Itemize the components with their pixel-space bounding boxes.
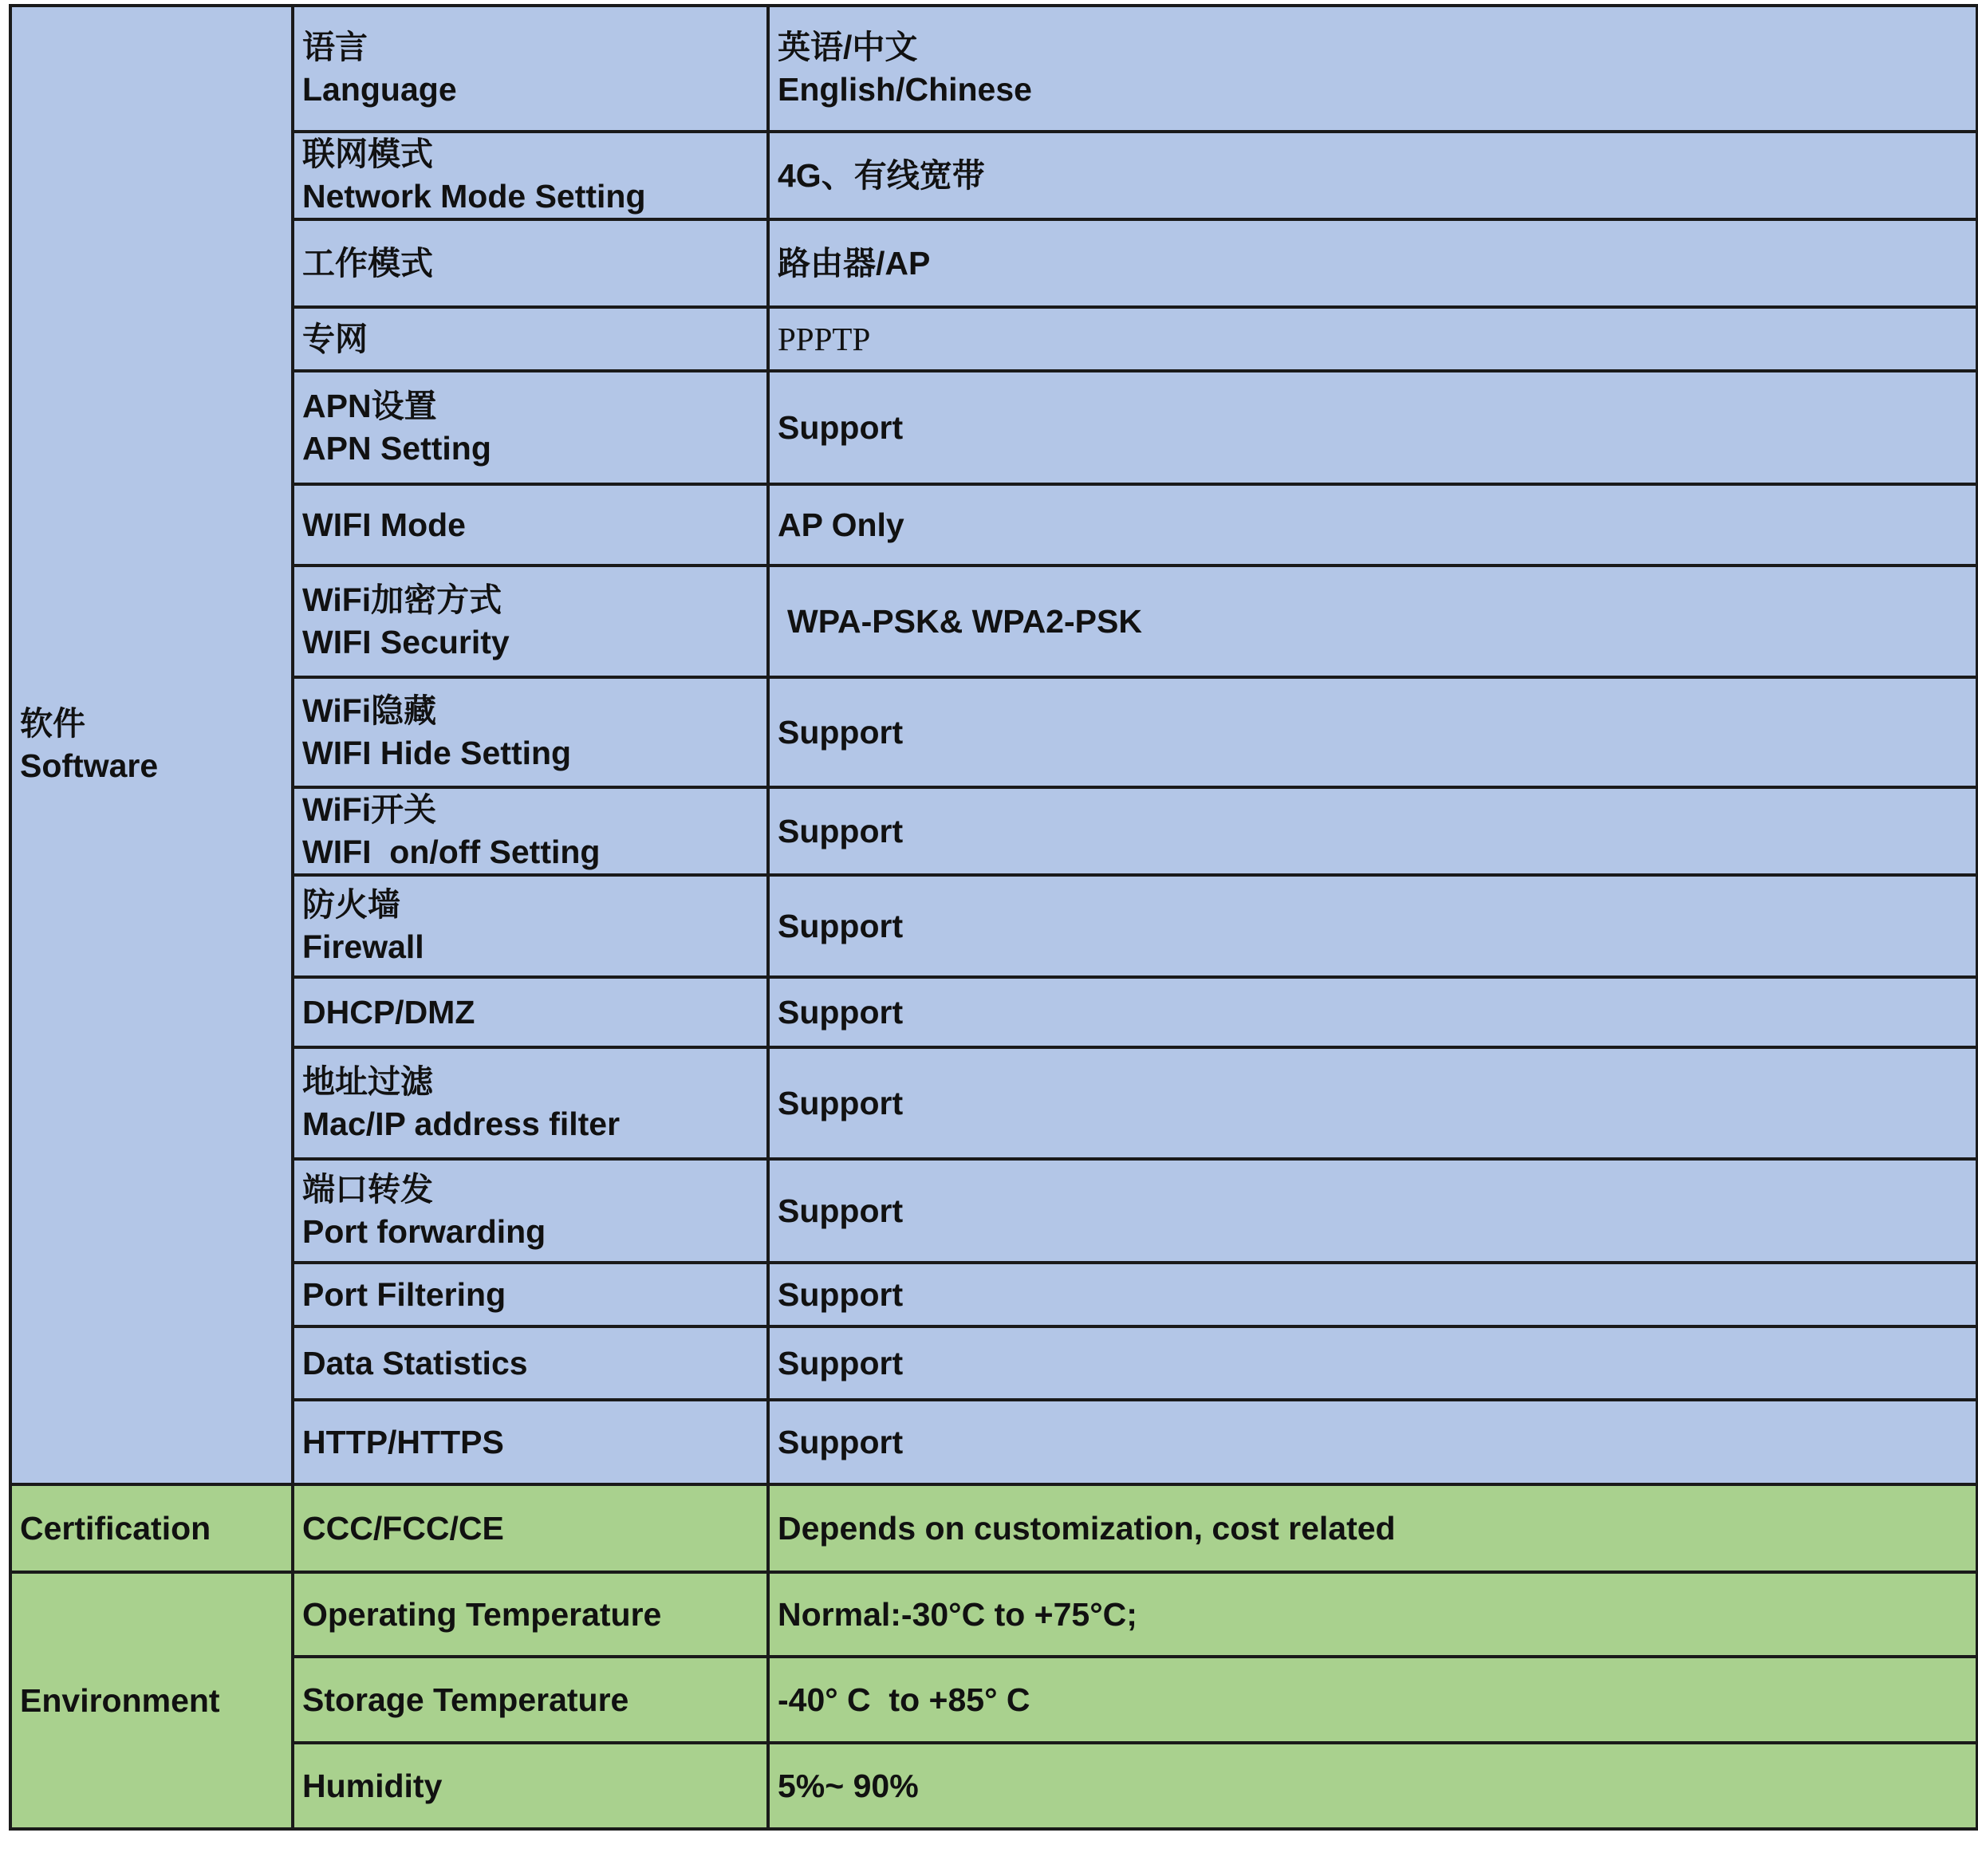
feature-cell: 专网 [293, 307, 768, 371]
feature-cell [293, 6, 768, 132]
spec-row-apn [10, 371, 1977, 484]
value-cell: PPPTP [768, 307, 1977, 371]
feature-cell: WIFI Mode [293, 484, 768, 566]
group-cell-software [10, 6, 293, 1484]
feature-label-cn: WiFi加密方式 [302, 581, 502, 618]
value-cell: Support [768, 677, 1977, 787]
value-cell: Support [768, 1326, 1977, 1400]
feature-cell: Operating Temperature [293, 1572, 768, 1657]
value-cell: Support [768, 1047, 1977, 1159]
spec-row-port-forwarding [10, 1159, 1977, 1263]
feature-cell [293, 1047, 768, 1159]
feature-label-en: Language [302, 71, 457, 108]
spec-row-data-statistics [10, 1326, 1977, 1400]
value-cell: AP Only [768, 484, 1977, 566]
feature-label-en: Mac/IP address filter [302, 1106, 621, 1142]
feature-cell [293, 875, 768, 977]
feature-label-cn: 语言 [302, 29, 368, 65]
spec-row-language [10, 6, 1977, 132]
spec-row-wifi-hide [10, 677, 1977, 787]
value-cell: 4G、有线宽带 [768, 132, 1977, 219]
group-cell-environment: Environment [10, 1572, 293, 1829]
feature-cell [293, 371, 768, 484]
value-cell: Support [768, 1159, 1977, 1263]
feature-label-cn: 防火墙 [302, 886, 400, 923]
value-cell: Support [768, 1400, 1977, 1484]
group-cell-certification: Certification [10, 1484, 293, 1572]
feature-label-en: Firewall [302, 928, 424, 965]
feature-cell [293, 677, 768, 787]
spec-row-port-filtering [10, 1263, 1977, 1326]
feature-cell: HTTP/HTTPS [293, 1400, 768, 1484]
value-cell: Support [768, 977, 1977, 1047]
feature-label-cn: WiFi隐藏 [302, 692, 437, 729]
feature-label-en: WIFI Security [302, 624, 510, 660]
spec-row-address-filter [10, 1047, 1977, 1159]
feature-label-en: Port forwarding [302, 1213, 546, 1250]
feature-label-cn: WiFi开关 [302, 791, 437, 828]
value-cell: -40° C to +85° C [768, 1657, 1977, 1743]
value-line-cn: 英语/中文 [778, 29, 918, 65]
value-cell: Depends on customization, cost related [768, 1484, 1977, 1572]
feature-cell: Humidity [293, 1743, 768, 1829]
value-cell: 5%~ 90% [768, 1743, 1977, 1829]
spec-row-dhcp-dmz [10, 977, 1977, 1047]
feature-label-en: WIFI Hide Setting [302, 735, 572, 771]
spec-row-wifi-onoff [10, 787, 1977, 875]
spec-row-work-mode [10, 219, 1977, 307]
spec-row-http-https [10, 1400, 1977, 1484]
spec-row-storage-temperature [10, 1657, 1977, 1743]
value-cell: Support [768, 371, 1977, 484]
feature-cell: CCC/FCC/CE [293, 1484, 768, 1572]
spec-row-firewall [10, 875, 1977, 977]
feature-cell: 工作模式 [293, 219, 768, 307]
feature-label-en: Network Mode Setting [302, 178, 646, 215]
feature-cell [293, 787, 768, 875]
feature-label-cn: 地址过滤 [302, 1063, 433, 1100]
value-line-en: English/Chinese [778, 71, 1032, 108]
feature-label-cn: 端口转发 [302, 1171, 433, 1208]
feature-label-en: APN Setting [302, 430, 491, 467]
spec-row-operating-temperature [10, 1572, 1977, 1657]
spec-row-wifi-mode [10, 484, 1977, 566]
feature-cell: Port Filtering [293, 1263, 768, 1326]
feature-cell [293, 1159, 768, 1263]
group-label-cn: 软件 [20, 705, 85, 742]
spec-row-network-mode [10, 132, 1977, 219]
spec-row-humidity [10, 1743, 1977, 1829]
spec-row-certification [10, 1484, 1977, 1572]
feature-label-cn: 联网模式 [302, 136, 433, 172]
feature-label-cn: APN设置 [302, 388, 437, 424]
value-cell: Support [768, 875, 1977, 977]
value-cell: Support [768, 787, 1977, 875]
spec-row-wifi-security [10, 566, 1977, 677]
feature-cell [293, 132, 768, 219]
feature-cell: Storage Temperature [293, 1657, 768, 1743]
spec-table [9, 4, 1978, 1831]
value-cell: Support [768, 1263, 1977, 1326]
group-label-en: Software [20, 747, 159, 784]
value-cell: Normal:-30°C to +75°C; [768, 1572, 1977, 1657]
feature-label-en: WIFI on/off Setting [302, 834, 601, 870]
spec-row-private-network [10, 307, 1977, 371]
feature-cell: DHCP/DMZ [293, 977, 768, 1047]
value-cell: 路由器/AP [768, 219, 1977, 307]
feature-cell [293, 566, 768, 677]
value-cell: WPA-PSK& WPA2-PSK [768, 566, 1977, 677]
value-cell [768, 6, 1977, 132]
feature-cell: Data Statistics [293, 1326, 768, 1400]
